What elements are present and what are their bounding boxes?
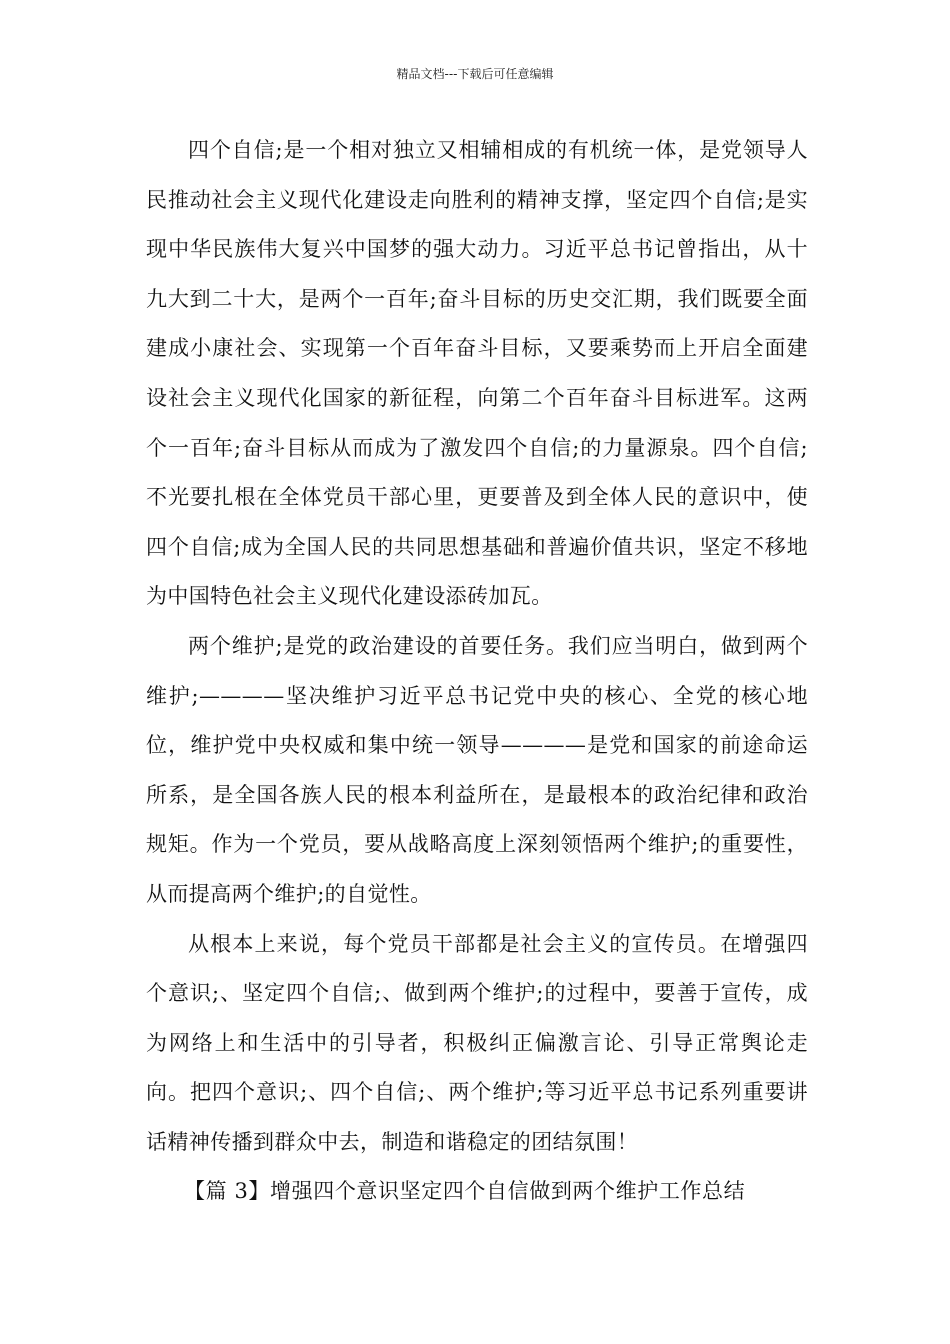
- paragraph-four-confidences: 四个自信;是一个相对独立又相辅相成的有机统一体，是党领导人民推动社会主义现代化建设走向胜利的精神支撑，坚定四个自信;是实现中华民族伟大复兴中国梦的强大动力。习近平总书记曾指出，从十九大到二十大，是两个一百年;奋斗目标的历史交汇期，我们既要全面建成小康社会、实现第一个百年奋斗目标，又要乘势而上开启全面建设社会主义现代化国家的新征程，向第二个百年奋斗目标进军。这两个一百年;奋斗目标从而成为了激发四个自信;的力量源泉。四个自信;不光要扎根在全体党员干部心里，更要普及到全体人民的意识中，使四个自信;成为全国人民的共同思想基础和普遍价值共识，坚定不移地为中国特色社会主义现代化建设添砖加瓦。: [146, 138, 808, 609]
- section-title: 【篇 3】增强四个意识坚定四个自信做到两个维护工作总结: [184, 1179, 746, 1204]
- document-body: [146, 126, 808, 1217]
- paragraph-two-safeguards: 两个维护;是党的政治建设的首要任务。我们应当明白，做到两个维护;————坚决维护习近平总书记党中央的核心、全党的核心地位，维护党中央权威和集中统一领导————是党和国家的前途命运所系，是全国各族人民的根本利益所在，是最根本的政治纪律和政治规矩。作为一个党员，要从战略高度上深刻领悟两个维护;的重要性，从而提高两个维护;的自觉性。: [146, 633, 808, 906]
- paragraph-party-propaganda: 从根本上来说，每个党员干部都是社会主义的宣传员。在增强四个意识;、坚定四个自信;、做到两个维护;的过程中，要善于宣传，成为网络上和生活中的引导者，积极纠正偏激言论、引导正常舆论走向。把四个意识;、四个自信;、两个维护;等习近平总书记系列重要讲话精神传播到群众中去，制造和谐稳定的团结氛围！: [146, 931, 808, 1154]
- page-header: 精品文档---下载后可任意编辑: [396, 67, 554, 81]
